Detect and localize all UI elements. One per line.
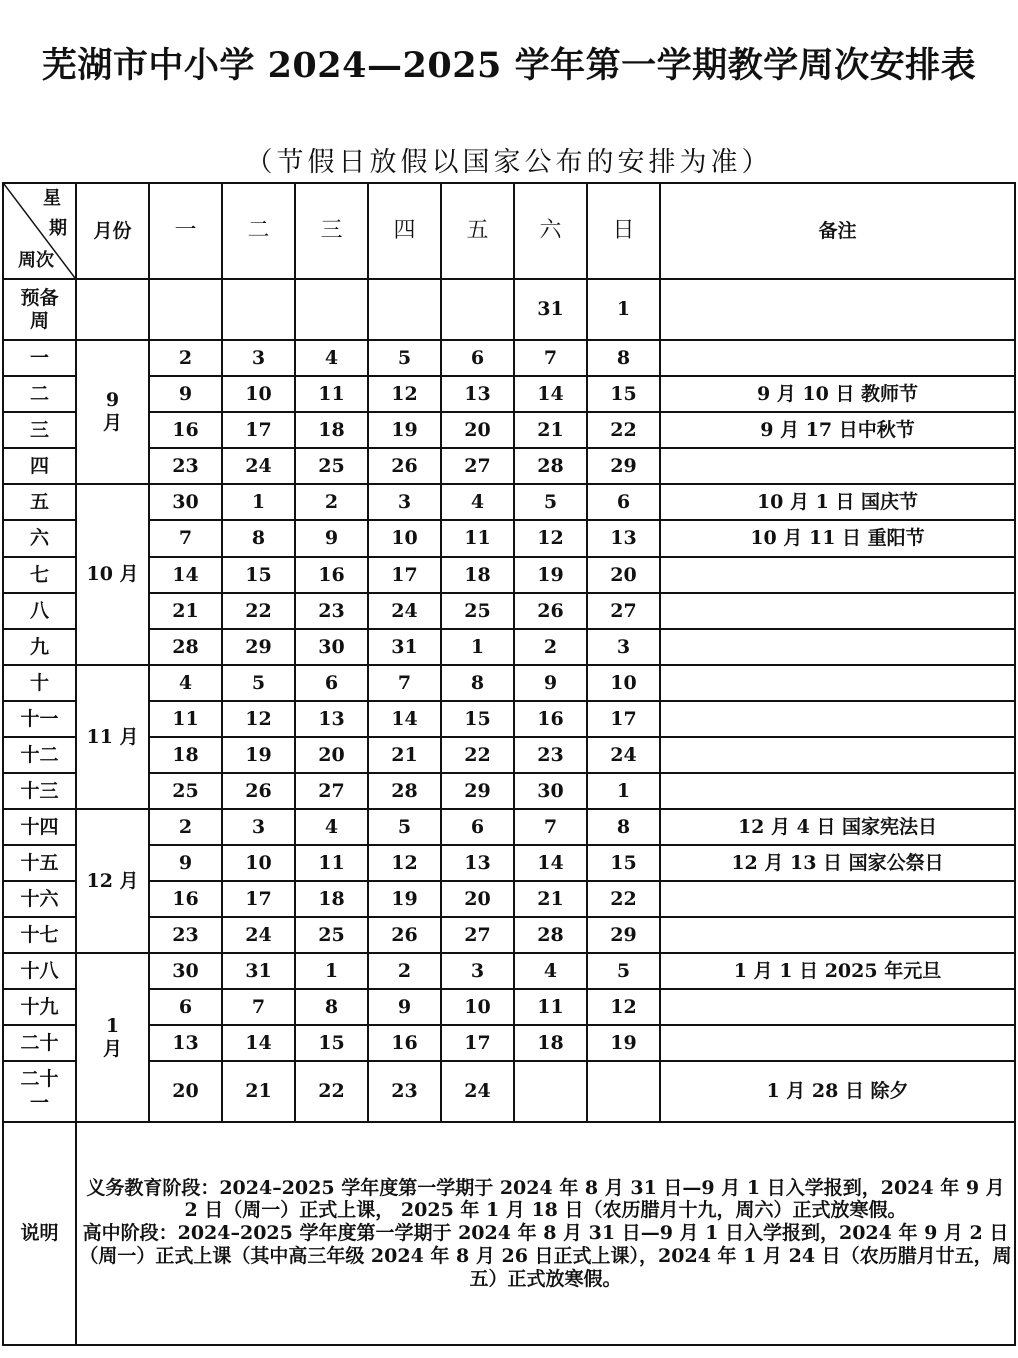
day-header-wed: 三 — [295, 183, 368, 279]
remark-cell — [660, 593, 1015, 629]
day-cell-sat: 4 — [514, 953, 587, 989]
notes-content — [76, 1122, 1015, 1345]
day-cell-sun: 13 — [587, 520, 660, 557]
month-label-line-1: 9 — [105, 389, 120, 412]
day-cell-wed: 22 — [295, 1061, 368, 1122]
day-cell-sun: 8 — [587, 340, 660, 376]
week-number-cell: 四 — [3, 448, 76, 484]
day-cell-fri: 6 — [441, 340, 514, 376]
week-number-cell: 五 — [3, 484, 76, 520]
day-cell-thu: 23 — [368, 1061, 441, 1122]
day-cell-fri: 17 — [441, 1025, 514, 1061]
day-cell-sat: 30 — [514, 773, 587, 809]
day-cell-sat: 7 — [514, 809, 587, 845]
day-cell-wed: 25 — [295, 448, 368, 484]
day-cell-sat: 16 — [514, 701, 587, 737]
week-row — [3, 1025, 1015, 1061]
corner-header-cell — [3, 183, 76, 279]
notes-label: 说明 — [3, 1122, 76, 1345]
day-cell-mon: 25 — [149, 773, 222, 809]
day-cell-thu: 31 — [368, 629, 441, 665]
day-cell-mon: 23 — [149, 917, 222, 953]
day-cell-thu: 16 — [368, 1025, 441, 1061]
day-cell-sat: 26 — [514, 593, 587, 629]
day-cell-thu: 14 — [368, 701, 441, 737]
day-cell-tue: 10 — [222, 376, 295, 412]
day-cell-mon: 2 — [149, 809, 222, 845]
day-cell-sun — [587, 1061, 660, 1122]
prep-day-cell — [441, 279, 514, 340]
day-header-tue: 二 — [222, 183, 295, 279]
day-cell-tue: 29 — [222, 629, 295, 665]
day-cell-thu: 26 — [368, 448, 441, 484]
day-cell-fri: 29 — [441, 773, 514, 809]
day-cell-thu: 24 — [368, 593, 441, 629]
day-cell-thu: 2 — [368, 953, 441, 989]
remark-cell: 9 月 17 日中秋节 — [660, 412, 1015, 448]
day-cell-wed: 18 — [295, 881, 368, 917]
day-cell-sat: 9 — [514, 665, 587, 701]
notes-high-school: 高中阶段：2024–2025 学年度第一学期于 2024 年 8 月 31 日—9 月 1 日入学报到，2024 年 9 月 2 日（周一）正式上课（其中高三年级 2024 年 8 月 26 日正式上课），2024 年 1 月 24 日（农历腊月廿五，周五）正式放寒假。 — [79, 1222, 1012, 1290]
week-row — [3, 557, 1015, 593]
day-cell-sat: 21 — [514, 881, 587, 917]
week-number-cell: 十六 — [3, 881, 76, 917]
day-cell-sat: 2 — [514, 629, 587, 665]
day-cell-sun: 22 — [587, 881, 660, 917]
remark-cell — [660, 701, 1015, 737]
day-cell-tue: 19 — [222, 737, 295, 773]
day-cell-sat: 12 — [514, 520, 587, 557]
day-cell-mon: 30 — [149, 484, 222, 520]
month-cell-nov: 11 月 — [76, 665, 149, 809]
remark-cell — [660, 989, 1015, 1025]
day-cell-sat: 14 — [514, 376, 587, 412]
day-cell-tue: 22 — [222, 593, 295, 629]
prep-week-label — [3, 279, 76, 340]
remark-cell: 10 月 1 日 国庆节 — [660, 484, 1015, 520]
day-cell-thu: 26 — [368, 917, 441, 953]
week-number-cell: 十七 — [3, 917, 76, 953]
remark-cell — [660, 629, 1015, 665]
corner-weekday-label-1: 星 — [43, 188, 61, 209]
day-cell-mon: 4 — [149, 665, 222, 701]
day-cell-mon: 18 — [149, 737, 222, 773]
day-cell-fri: 13 — [441, 376, 514, 412]
week-row — [3, 737, 1015, 773]
remark-cell: 1 月 1 日 2025 年元旦 — [660, 953, 1015, 989]
day-cell-thu: 10 — [368, 520, 441, 557]
day-cell-wed: 27 — [295, 773, 368, 809]
day-cell-sun: 17 — [587, 701, 660, 737]
day-cell-fri: 24 — [441, 1061, 514, 1122]
day-cell-thu: 5 — [368, 809, 441, 845]
day-cell-sun: 29 — [587, 448, 660, 484]
day-cell-mon: 13 — [149, 1025, 222, 1061]
week-number-cell: 二十 — [3, 1025, 76, 1061]
week-number-cell: 十一 — [3, 701, 76, 737]
month-cell-sep — [76, 340, 149, 484]
week-number-cell: 七 — [3, 557, 76, 593]
day-cell-sat: 11 — [514, 989, 587, 1025]
day-cell-fri: 4 — [441, 484, 514, 520]
day-cell-mon: 9 — [149, 376, 222, 412]
day-cell-fri: 18 — [441, 557, 514, 593]
day-cell-fri: 11 — [441, 520, 514, 557]
day-cell-wed: 20 — [295, 737, 368, 773]
week-row — [3, 412, 1015, 448]
day-cell-thu: 19 — [368, 412, 441, 448]
day-header-sun: 日 — [587, 183, 660, 279]
day-cell-sun: 15 — [587, 845, 660, 881]
day-cell-fri: 20 — [441, 412, 514, 448]
day-cell-mon: 9 — [149, 845, 222, 881]
week-number-cell: 三 — [3, 412, 76, 448]
prep-day-sat: 31 — [514, 279, 587, 340]
day-cell-tue: 26 — [222, 773, 295, 809]
remark-cell — [660, 737, 1015, 773]
remark-cell: 12 月 4 日 国家宪法日 — [660, 809, 1015, 845]
remark-cell — [660, 448, 1015, 484]
page-subtitle: （节假日放假以国家公布的安排为准） — [245, 147, 773, 178]
remark-cell: 9 月 10 日 教师节 — [660, 376, 1015, 412]
prep-week-row — [3, 279, 1015, 340]
corner-weekday-label-2: 期 — [49, 218, 67, 239]
day-cell-mon: 16 — [149, 881, 222, 917]
month-label-line-2: 月 — [102, 412, 122, 434]
day-cell-sat: 21 — [514, 412, 587, 448]
day-cell-tue: 17 — [222, 881, 295, 917]
day-cell-fri: 1 — [441, 629, 514, 665]
week-row — [3, 809, 1015, 845]
day-cell-sun: 19 — [587, 1025, 660, 1061]
remark-cell — [660, 557, 1015, 593]
day-cell-tue: 14 — [222, 1025, 295, 1061]
day-cell-tue: 21 — [222, 1061, 295, 1122]
day-cell-mon: 2 — [149, 340, 222, 376]
day-cell-tue: 3 — [222, 340, 295, 376]
prep-week-label-2: 周 — [29, 309, 49, 332]
day-cell-sun: 12 — [587, 989, 660, 1025]
day-cell-thu: 12 — [368, 376, 441, 412]
remark-cell — [660, 1025, 1015, 1061]
day-cell-mon: 23 — [149, 448, 222, 484]
remark-cell: 12 月 13 日 国家公祭日 — [660, 845, 1015, 881]
page-title: 芜湖市中小学 2024—2025 学年第一学期教学周次安排表 — [41, 45, 977, 86]
day-cell-sun: 27 — [587, 593, 660, 629]
day-cell-tue: 24 — [222, 917, 295, 953]
day-cell-mon: 6 — [149, 989, 222, 1025]
day-header-sat: 六 — [514, 183, 587, 279]
day-cell-sun: 3 — [587, 629, 660, 665]
day-cell-sun: 22 — [587, 412, 660, 448]
month-header: 月份 — [76, 183, 149, 279]
day-cell-mon: 14 — [149, 557, 222, 593]
day-cell-wed: 11 — [295, 845, 368, 881]
day-cell-thu: 17 — [368, 557, 441, 593]
day-cell-fri: 6 — [441, 809, 514, 845]
notes-row — [3, 1122, 1015, 1345]
month-label-line-1: 1 — [105, 1014, 120, 1037]
day-cell-mon: 7 — [149, 520, 222, 557]
day-cell-thu: 28 — [368, 773, 441, 809]
prep-month-cell — [76, 279, 149, 340]
day-cell-tue: 15 — [222, 557, 295, 593]
prep-day-sun: 1 — [587, 279, 660, 340]
day-cell-wed: 1 — [295, 953, 368, 989]
day-cell-wed: 2 — [295, 484, 368, 520]
week-row — [3, 773, 1015, 809]
day-cell-tue: 24 — [222, 448, 295, 484]
remark-cell — [660, 773, 1015, 809]
week-row — [3, 665, 1015, 701]
day-cell-tue: 5 — [222, 665, 295, 701]
day-header-mon: 一 — [149, 183, 222, 279]
month-label-line-2: 月 — [102, 1037, 122, 1060]
day-cell-wed: 9 — [295, 520, 368, 557]
day-cell-wed: 23 — [295, 593, 368, 629]
remark-cell: 10 月 11 日 重阳节 — [660, 520, 1015, 557]
day-cell-thu: 3 — [368, 484, 441, 520]
day-cell-wed: 25 — [295, 917, 368, 953]
day-cell-wed: 13 — [295, 701, 368, 737]
week-row — [3, 448, 1015, 484]
day-cell-sun: 10 — [587, 665, 660, 701]
day-cell-mon: 11 — [149, 701, 222, 737]
day-cell-sun: 6 — [587, 484, 660, 520]
day-cell-tue: 10 — [222, 845, 295, 881]
remark-cell — [660, 917, 1015, 953]
day-cell-sat: 7 — [514, 340, 587, 376]
week-number-cell: 十三 — [3, 773, 76, 809]
day-cell-fri: 10 — [441, 989, 514, 1025]
day-cell-sat: 28 — [514, 917, 587, 953]
week-number-cell: 十 — [3, 665, 76, 701]
day-cell-wed: 8 — [295, 989, 368, 1025]
day-header-fri: 五 — [441, 183, 514, 279]
week-row — [3, 629, 1015, 665]
day-cell-fri: 27 — [441, 448, 514, 484]
day-cell-tue: 8 — [222, 520, 295, 557]
day-cell-fri: 22 — [441, 737, 514, 773]
day-cell-sat: 5 — [514, 484, 587, 520]
day-cell-fri: 15 — [441, 701, 514, 737]
week-row — [3, 1061, 1015, 1122]
week-number-cell: 十二 — [3, 737, 76, 773]
notes-compulsory: 义务教育阶段：2024–2025 学年度第一学期于 2024 年 8 月 31 日—9 月 1 日入学报到，2024 年 9 月 2 日（周一）正式上课， 2025 年 1 月 18 日（农历腊月十九，周六）正式放寒假。 — [86, 1176, 1005, 1222]
week-number-cell: 十五 — [3, 845, 76, 881]
week-number-cell — [3, 1061, 76, 1122]
day-cell-mon: 30 — [149, 953, 222, 989]
day-cell-thu: 5 — [368, 340, 441, 376]
day-cell-sun: 24 — [587, 737, 660, 773]
day-header-thu: 四 — [368, 183, 441, 279]
week-row — [3, 520, 1015, 557]
day-cell-thu: 9 — [368, 989, 441, 1025]
day-cell-thu: 21 — [368, 737, 441, 773]
prep-day-cell — [222, 279, 295, 340]
week-row — [3, 845, 1015, 881]
day-cell-sat: 18 — [514, 1025, 587, 1061]
day-cell-sun: 1 — [587, 773, 660, 809]
day-cell-thu: 7 — [368, 665, 441, 701]
month-cell-jan — [76, 953, 149, 1122]
day-cell-sun: 8 — [587, 809, 660, 845]
week-number-cell: 八 — [3, 593, 76, 629]
remark-header: 备注 — [660, 183, 1015, 279]
header-row — [3, 183, 1015, 279]
prep-day-cell — [368, 279, 441, 340]
week-row — [3, 376, 1015, 412]
day-cell-wed: 4 — [295, 809, 368, 845]
month-cell-dec: 12 月 — [76, 809, 149, 953]
day-cell-tue: 7 — [222, 989, 295, 1025]
prep-day-cell — [149, 279, 222, 340]
day-cell-fri: 25 — [441, 593, 514, 629]
day-cell-thu: 12 — [368, 845, 441, 881]
day-cell-sat: 23 — [514, 737, 587, 773]
day-cell-tue: 31 — [222, 953, 295, 989]
week-number-cell: 二 — [3, 376, 76, 412]
day-cell-sat: 28 — [514, 448, 587, 484]
day-cell-wed: 15 — [295, 1025, 368, 1061]
week-number-line-2: 一 — [29, 1091, 49, 1114]
day-cell-fri: 20 — [441, 881, 514, 917]
day-cell-fri: 8 — [441, 665, 514, 701]
day-cell-wed: 6 — [295, 665, 368, 701]
day-cell-mon: 16 — [149, 412, 222, 448]
day-cell-wed: 4 — [295, 340, 368, 376]
corner-week-label: 周次 — [18, 250, 54, 271]
day-cell-sun: 5 — [587, 953, 660, 989]
day-cell-sun: 29 — [587, 917, 660, 953]
week-number-cell: 六 — [3, 520, 76, 557]
prep-remark-cell — [660, 279, 1015, 340]
day-cell-wed: 30 — [295, 629, 368, 665]
day-cell-tue: 1 — [222, 484, 295, 520]
week-number-cell: 一 — [3, 340, 76, 376]
remark-cell — [660, 665, 1015, 701]
remark-cell: 1 月 28 日 除夕 — [660, 1061, 1015, 1122]
week-row — [3, 917, 1015, 953]
day-cell-fri: 13 — [441, 845, 514, 881]
week-number-cell: 十九 — [3, 989, 76, 1025]
day-cell-sat — [514, 1061, 587, 1122]
week-row — [3, 484, 1015, 520]
day-cell-mon: 28 — [149, 629, 222, 665]
schedule-table — [2, 182, 1016, 1346]
day-cell-tue: 12 — [222, 701, 295, 737]
day-cell-sun: 20 — [587, 557, 660, 593]
day-cell-mon: 20 — [149, 1061, 222, 1122]
day-cell-fri: 3 — [441, 953, 514, 989]
week-number-cell: 十四 — [3, 809, 76, 845]
remark-cell — [660, 881, 1015, 917]
day-cell-thu: 19 — [368, 881, 441, 917]
day-cell-tue: 17 — [222, 412, 295, 448]
day-cell-wed: 18 — [295, 412, 368, 448]
day-cell-mon: 21 — [149, 593, 222, 629]
day-cell-wed: 11 — [295, 376, 368, 412]
week-number-cell: 十八 — [3, 953, 76, 989]
week-row — [3, 701, 1015, 737]
week-number-cell: 九 — [3, 629, 76, 665]
day-cell-wed: 16 — [295, 557, 368, 593]
week-row — [3, 593, 1015, 629]
day-cell-tue: 3 — [222, 809, 295, 845]
remark-cell — [660, 340, 1015, 376]
day-cell-sat: 14 — [514, 845, 587, 881]
week-row — [3, 881, 1015, 917]
week-number-line-1: 二十 — [20, 1067, 59, 1090]
day-cell-fri: 27 — [441, 917, 514, 953]
day-cell-sun: 15 — [587, 376, 660, 412]
prep-week-label-1: 预备 — [20, 286, 59, 309]
prep-day-cell — [295, 279, 368, 340]
day-cell-sat: 19 — [514, 557, 587, 593]
week-row — [3, 340, 1015, 376]
week-row — [3, 953, 1015, 989]
month-cell-oct: 10 月 — [76, 484, 149, 665]
week-row — [3, 989, 1015, 1025]
